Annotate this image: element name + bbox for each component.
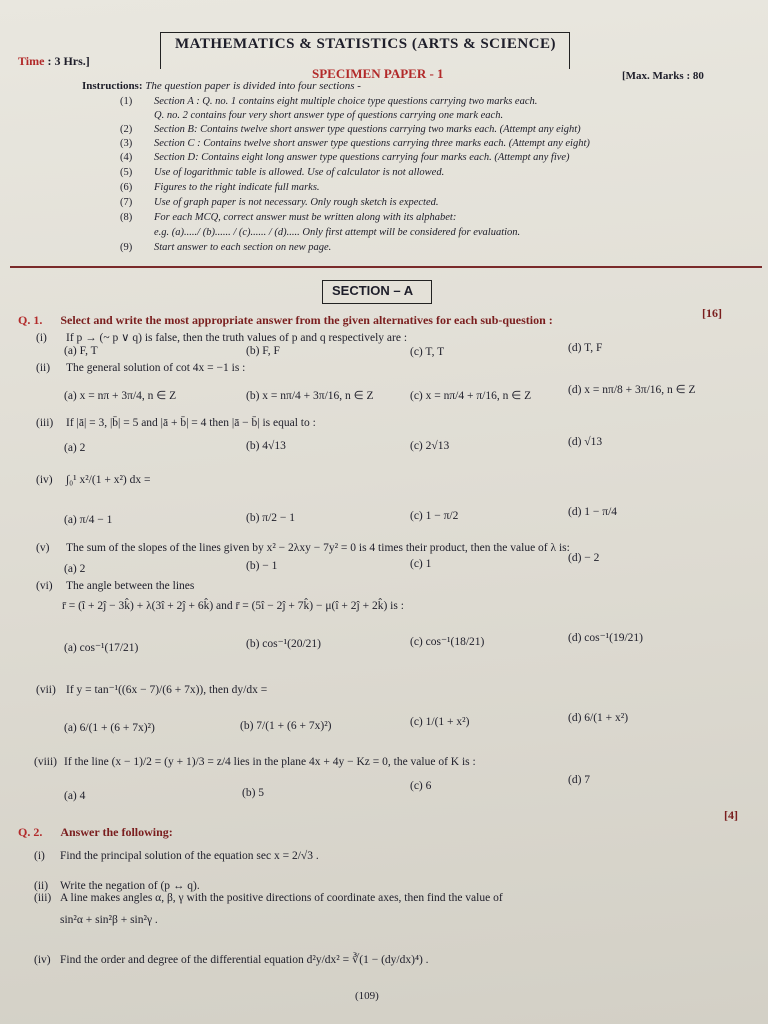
option: (c) 1/(1 + x²) <box>410 716 470 728</box>
section-a-title: SECTION – A <box>332 283 414 298</box>
q1-marks: [16] <box>702 306 722 320</box>
question-item: (v) The sum of the slopes of the lines given by x² − 2λxy − 7y² = 0 is 4 times their product, then the value of λ is: <box>36 542 570 554</box>
instruction-item: Q. no. 2 contains four very short answer type of questions carrying one mark each. <box>154 110 504 121</box>
option: (d) − 2 <box>568 552 600 564</box>
question-continuation: sin²α + sin²β + sin²γ . <box>60 914 158 926</box>
option: (d) √13 <box>568 436 603 448</box>
question-item: (iii) If |ā| = 3, |b̄| = 5 and |ā + b̄| = 4 then |ā − b̄| is equal to : <box>36 417 316 429</box>
option: (b) 4√13 <box>246 440 286 452</box>
question-item: (iv) ∫₀¹ x²/(1 + x²) dx = <box>36 474 151 486</box>
time-allowed: Time : 3 Hrs.] <box>18 54 90 68</box>
option: (a) x = nπ + 3π/4, n ∈ Z <box>64 390 177 402</box>
question-item: (ii) Write the negation of (p ↔ q). <box>34 880 200 892</box>
question-item: (iii) A line makes angles α, β, γ with the positive directions of coordinate axes, then find the value of <box>34 892 503 904</box>
q2-heading: Q. 2. Answer the following: <box>18 825 173 839</box>
q1-heading: Q. 1. Select and write the most appropriate answer from the given alternatives for each sub-question : <box>18 313 553 327</box>
instruction-item: (2) Section B: Contains twelve short answer type questions carrying two marks each. (Attempt any eight) <box>120 124 581 135</box>
divider <box>10 266 762 268</box>
option: (a) 4 <box>64 790 86 802</box>
option: (a) F, T <box>64 345 98 357</box>
instruction-item: (7) Use of graph paper is not necessary. Only rough sketch is expected. <box>120 197 439 208</box>
option: (a) 2 <box>64 563 86 575</box>
option: (b) 5 <box>242 787 265 799</box>
instruction-item: (1) Section A : Q. no. 1 contains eight multiple choice type questions carrying two marks each. <box>120 96 538 107</box>
option: (d) T, F <box>568 342 603 354</box>
question-item: (viii) If the line (x − 1)/2 = (y + 1)/3 = z/4 lies in the plane 4x + 4y − Kz = 0, the value of K is : <box>34 756 476 768</box>
question-continuation: r̄ = (î + 2ĵ − 3k̂) + λ(3î + 2ĵ + 6k̂) and r̄ = (5î − 2ĵ + 7k̂) − μ(î + 2ĵ + 2k̂) is : <box>62 600 404 612</box>
option: (d) cos⁻¹(19/21) <box>568 632 643 644</box>
question-item: (i) Find the principal solution of the equation sec x = 2/√3 . <box>34 850 319 862</box>
instruction-item: (8) For each MCQ, correct answer must be written along with its alphabet: <box>120 212 457 223</box>
option: (b) − 1 <box>246 560 278 572</box>
option: (a) cos⁻¹(17/21) <box>64 642 139 654</box>
instruction-item: (6) Figures to the right indicate full marks. <box>120 182 320 193</box>
paper-subtitle: SPECIMEN PAPER - 1 <box>312 66 444 81</box>
option: (b) 7/(1 + (6 + 7x)²) <box>240 720 332 732</box>
question-item: (iv) Find the order and degree of the differential equation d²y/dx² = ∛(1 − (dy/dx)⁴) . <box>34 954 429 966</box>
option: (b) F, F <box>246 345 280 357</box>
option: (c) x = nπ/4 + π/16, n ∈ Z <box>410 390 532 402</box>
question-item: (ii) The general solution of cot 4x = −1 is : <box>36 362 246 374</box>
question-item: (i) If p → (~ p ∨ q) is false, then the truth values of p and q respectively are : <box>36 332 408 344</box>
option: (c) 2√13 <box>410 440 450 452</box>
instruction-item: (4) Section D: Contains eight long answer type questions carrying four marks each. (Attempt any five) <box>120 152 570 163</box>
question-item: (vii) If y = tan⁻¹((6x − 7)/(6 + 7x)), then dy/dx = <box>36 684 268 696</box>
option: (d) 7 <box>568 774 591 786</box>
instruction-item: e.g. (a)...../ (b)...... / (c)...... / (d)..... Only first attempt will be considered for evaluation. <box>154 227 521 238</box>
paper-title: MATHEMATICS & STATISTICS (ARTS & SCIENCE) <box>175 36 557 52</box>
instructions-heading: Instructions: The question paper is divided into four sections - <box>82 80 361 92</box>
question-item: (vi) The angle between the lines <box>36 580 195 592</box>
option: (c) 1 − π/2 <box>410 510 459 522</box>
option: (d) 1 − π/4 <box>568 506 618 518</box>
option: (a) 6/(1 + (6 + 7x)²) <box>64 722 155 734</box>
option: (d) x = nπ/8 + 3π/16, n ∈ Z <box>568 384 696 396</box>
max-marks: [Max. Marks : 80 <box>622 70 704 82</box>
option: (b) x = nπ/4 + 3π/16, n ∈ Z <box>246 390 374 402</box>
q2-marks: [4] <box>724 808 738 822</box>
option: (a) π/4 − 1 <box>64 514 113 526</box>
instruction-item: (5) Use of logarithmic table is allowed. Use of calculator is not allowed. <box>120 167 445 178</box>
option: (d) 6/(1 + x²) <box>568 712 629 724</box>
option: (c) 1 <box>410 558 432 570</box>
option: (a) 2 <box>64 442 86 454</box>
option: (b) cos⁻¹(20/21) <box>246 638 321 650</box>
instruction-item: (9) Start answer to each section on new page. <box>120 242 332 253</box>
option: (c) cos⁻¹(18/21) <box>410 636 485 648</box>
instruction-item: (3) Section C : Contains twelve short answer type questions carrying three marks each. (Attempt any eight) <box>120 138 590 149</box>
option: (b) π/2 − 1 <box>246 512 296 524</box>
option: (c) 6 <box>410 780 432 792</box>
page-number: (109) <box>355 990 379 1002</box>
option: (c) T, T <box>410 346 445 358</box>
